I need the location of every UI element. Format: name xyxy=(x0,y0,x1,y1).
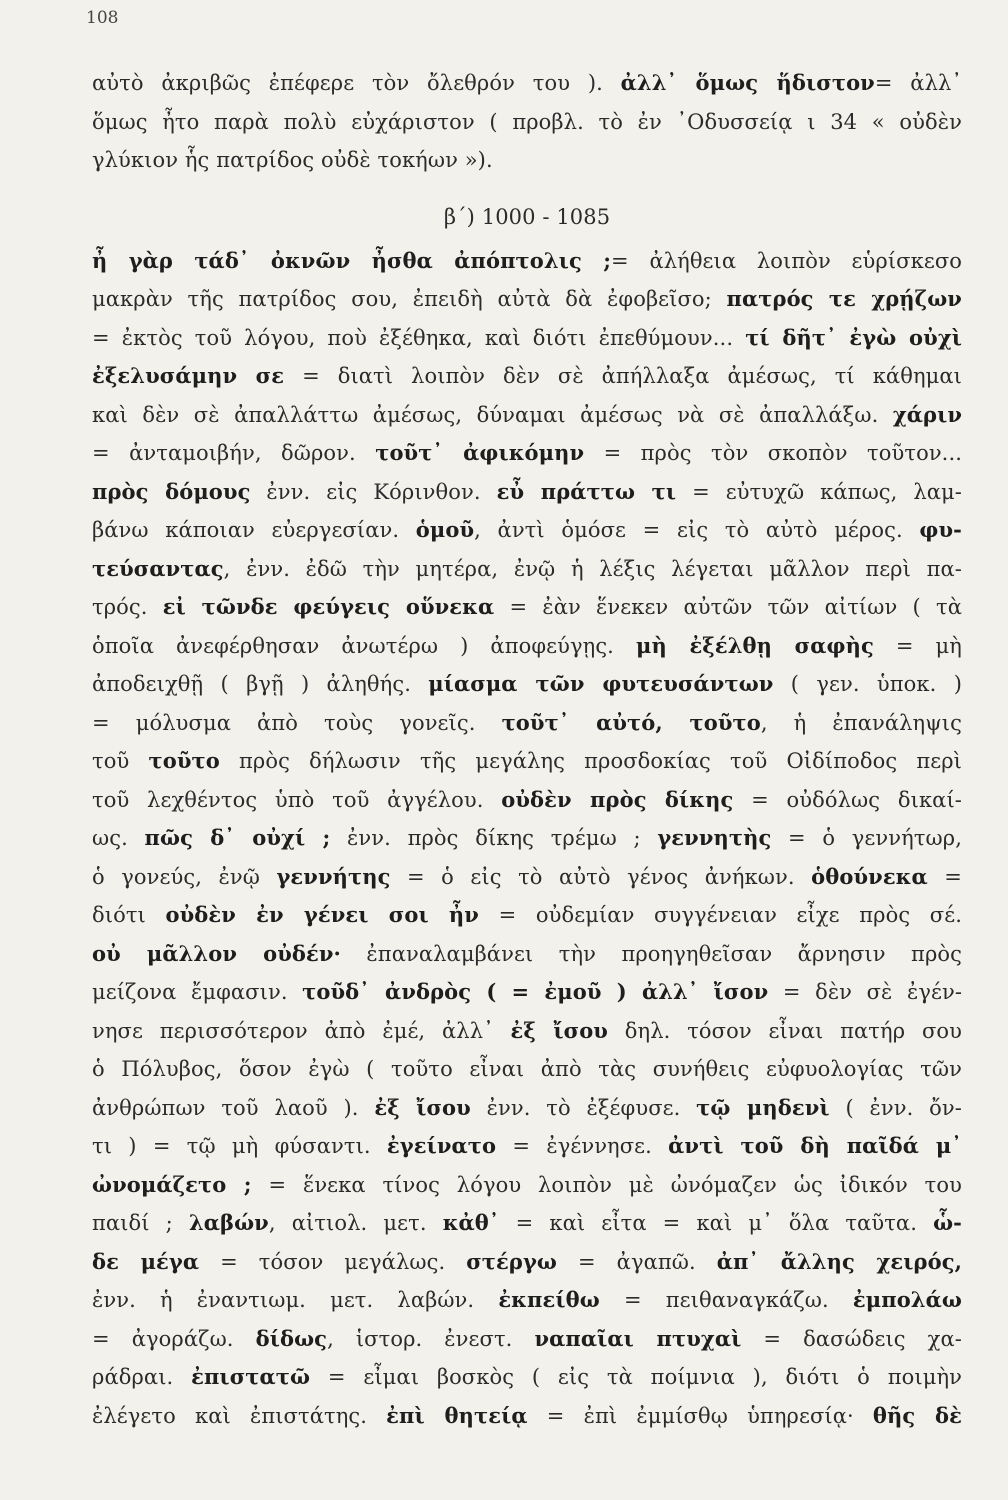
gloss-text: ὁ Πόλυβος, ὅσον ἐγὼ ( τοῦτο εἶναι ἀπὸ τὰς συνήθεις εὐφυολογίας τῶν xyxy=(92,1057,962,1081)
text-line xyxy=(92,781,962,820)
text-line xyxy=(92,511,962,550)
text-line xyxy=(92,1358,962,1397)
lemma: τοῦδ᾽ ἀνδρὸς ( = ἐμοῦ ) ἀλλ᾽ ἴσον xyxy=(302,979,769,1004)
gloss-text: ἐνν. πρὸς δίκης τρέμω ; xyxy=(330,826,658,850)
lemma: ἐπὶ θητείᾳ xyxy=(386,1402,528,1428)
lemma: δε μέγα xyxy=(92,1248,200,1274)
gloss-text: νησε περισσότερον ἀπὸ ἐμέ, ἀλλ᾽ xyxy=(92,1018,511,1043)
gloss-text: , αἰτιολ. μετ. xyxy=(268,1211,443,1235)
gloss-text: = ἐκτὸς τοῦ λόγου, ποὺ ἐξέθηκα, καὶ διότι ἐπεθύμουν... xyxy=(92,325,746,350)
gloss-text: μείζονα ἔμφασιν. xyxy=(92,980,303,1004)
lemma: εἰ τῶνδε φεύγεις οὕνεκα xyxy=(162,594,495,619)
gloss-text: = ἀλήθεια λοιπὸν εὑρίσκεσο xyxy=(611,248,962,273)
text-line xyxy=(92,396,962,435)
gloss-text: = ἀλλ᾽ xyxy=(874,71,962,95)
gloss-text: = ἕνεκα τίνος λόγου λοιπὸν μὲ ὠνόμαζεν ὡς ἰδικόν του xyxy=(251,1172,962,1197)
text-line xyxy=(92,357,962,396)
gloss-text: ἐλέγετο καὶ ἐπιστάτης. xyxy=(92,1403,387,1428)
lemma: τοῦτ᾽ ἀφικόμην xyxy=(375,440,585,465)
section-heading: β΄) 1000 - 1085 xyxy=(443,204,611,229)
gloss-text: = μὴ xyxy=(873,633,962,658)
gloss-text: = διατὶ λοιπὸν δὲν σὲ ἀπήλλαξα ἀμέσως, τί κάθημαι xyxy=(284,364,962,388)
text-line xyxy=(92,319,962,358)
gloss-text: = ἐπὶ ἐμμίσθῳ ὑπηρεσίᾳ· xyxy=(527,1403,873,1428)
lemma: ὁθούνεκα xyxy=(811,863,928,889)
gloss-text: παιδί ; xyxy=(92,1211,189,1235)
gloss-text: ἀποδειχθῇ ( βγῇ ) ἀληθής. xyxy=(92,672,429,696)
text-line xyxy=(92,550,962,589)
gloss-text: βάνω κάποιαν εὐεργεσίαν. xyxy=(92,518,416,542)
page-number: 108 xyxy=(86,8,119,28)
gloss-text: = πειθαναγκάζω. xyxy=(599,1288,853,1312)
lemma: πατρός τε χρῄζων xyxy=(726,286,962,311)
lemma: τοῦτο xyxy=(148,748,220,773)
gloss-text: = δὲν σὲ ἐγέν- xyxy=(768,980,963,1004)
lemma: δίδως xyxy=(255,1325,328,1351)
gloss-text: ως. xyxy=(92,826,145,850)
gloss-text: ἀνθρώπων τοῦ λαοῦ ). xyxy=(92,1095,375,1120)
gloss-text: = xyxy=(927,864,962,889)
text-line xyxy=(92,896,962,935)
lemma: ἐκπείθω xyxy=(498,1287,600,1312)
gloss-text: , ἐνν. ἐδῶ τὴν μητέρα, ἐνῷ ἡ λέξις λέγεται μᾶλλον περὶ πα- xyxy=(223,556,962,581)
lemma: πῶς δ᾽ οὐχί ; xyxy=(144,825,331,850)
lemma: ὠνομάζετο ; xyxy=(92,1171,252,1197)
text-line xyxy=(92,1397,962,1436)
lemma: τί δῆτ᾽ ἐγὼ οὐχὶ xyxy=(745,324,962,350)
text-line xyxy=(92,473,962,512)
text-line xyxy=(92,141,962,180)
lemma: ὁμοῦ xyxy=(415,517,475,542)
gloss-text: διότι xyxy=(92,903,166,927)
gloss-text: = εὐτυχῶ κάπως, λαμ- xyxy=(676,479,963,504)
gloss-text: ( ἐνν. ὄν- xyxy=(829,1095,962,1120)
lemma: ἐξ ἴσου xyxy=(510,1017,608,1043)
lemma: ἐγείνατο xyxy=(386,1133,497,1158)
lemma: χάριν xyxy=(892,401,962,427)
intro-paragraph xyxy=(92,64,962,180)
text-line xyxy=(92,973,962,1012)
gloss-text: ὅμως ἦτο παρὰ πολὺ εὐχάριστον ( προβλ. τὸ ἐν ᾽Οδυσσείᾳ ι 34 « οὐδὲν xyxy=(92,109,962,134)
lemma: κἀθ᾽ xyxy=(442,1210,500,1235)
text-line xyxy=(92,665,962,704)
lemma: λαβών xyxy=(188,1210,269,1235)
text-line xyxy=(92,242,962,281)
gloss-text: = εἶμαι βοσκὸς ( εἰς τὰ ποίμνια ), διότι ὁ ποιμὴν xyxy=(310,1365,962,1389)
gloss-text: ὁποῖα ἀνεφέρθησαν ἀνωτέρω ) ἀποφεύγῃς. xyxy=(92,633,636,658)
commentary-paragraph xyxy=(92,242,962,1436)
gloss-text: = ὁ εἰς τὸ αὐτὸ γένος ἀνήκων. xyxy=(390,864,812,889)
lemma: ναπαῖαι πτυχαὶ xyxy=(534,1325,742,1351)
lemma: ἐξ ἴσου xyxy=(374,1094,471,1120)
lemma: ἀλλ᾽ ὅμως ἥδιστον xyxy=(620,70,875,95)
text-line xyxy=(92,1281,962,1320)
text-line xyxy=(92,103,962,142)
commentary-text xyxy=(92,64,962,1435)
text-line xyxy=(92,1050,962,1089)
lemma: γεννήτης xyxy=(276,863,391,889)
text-line xyxy=(92,1320,962,1359)
gloss-text: = ὁ γεννήτωρ, xyxy=(771,826,962,850)
text-line xyxy=(92,858,962,897)
gloss-text: = καὶ εἶτα = καὶ μ᾽ ὅλα ταῦτα. xyxy=(499,1211,934,1235)
gloss-text: δηλ. τόσον εἶναι πατήρ σου xyxy=(607,1018,962,1043)
gloss-text: ἐνν. ἡ ἐναντιωμ. μετ. λαβών. xyxy=(92,1288,499,1312)
gloss-text: τι ) = τῷ μὴ φύσαντι. xyxy=(92,1134,387,1158)
lemma: πρὸς δόμους xyxy=(92,478,251,504)
gloss-text: ράδραι. xyxy=(92,1365,192,1389)
lemma: οὐδὲν πρὸς δίκης xyxy=(501,786,734,812)
lemma: θῆς δὲ xyxy=(872,1402,963,1428)
text-line xyxy=(92,704,962,743)
text-line xyxy=(92,819,962,858)
text-line xyxy=(92,1012,962,1051)
gloss-text: καὶ δὲν σὲ ἀπαλλάττω ἀμέσως, δύναμαι ἀμέσως νὰ σὲ ἀπαλλάξω. xyxy=(92,402,893,427)
lemma: ἐπιστατῶ xyxy=(191,1364,311,1389)
lemma: ἦ γὰρ τάδ᾽ ὀκνῶν ἦσθα ἀπόπτολις ; xyxy=(92,247,612,273)
gloss-text: = δασώδεις χα- xyxy=(741,1326,962,1351)
gloss-text: πρὸς δήλωσιν τῆς μεγάλης προσδοκίας τοῦ Οἰδίποδος περὶ xyxy=(219,749,962,773)
gloss-text: τρός. xyxy=(92,595,163,619)
gloss-text: τοῦ xyxy=(92,749,149,773)
text-line xyxy=(92,1166,962,1205)
text-line xyxy=(92,588,962,627)
gloss-text: = ἀγοράζω. xyxy=(92,1326,256,1351)
gloss-text: ὁ γονεύς, ἐνῷ xyxy=(92,864,277,889)
gloss-text: , ἱστορ. ἐνεστ. xyxy=(327,1326,535,1351)
lemma: μίασμα τῶν φυτευσάντων xyxy=(428,671,774,696)
lemma: φυ- xyxy=(919,517,962,542)
text-line xyxy=(92,1089,962,1128)
lemma: οὐδὲν ἐν γένει σοι ἦν xyxy=(165,902,479,927)
gloss-text: ἐνν. τὸ ἐξέφυσε. xyxy=(470,1095,697,1120)
text-line xyxy=(92,434,962,473)
gloss-text: , ἀντὶ ὁμόσε = εἰς τὸ αὐτὸ μέρος. xyxy=(474,518,920,542)
lemma: τοῦτ᾽ αὐτό, τοῦτο xyxy=(501,709,761,735)
gloss-text: γλύκιον ἧς πατρίδος οὐδὲ τοκήων »). xyxy=(92,148,493,172)
gloss-text: = πρὸς τὸν σκοπὸν τοῦτον... xyxy=(584,441,963,465)
gloss-text: μακρὰν τῆς πατρίδος σου, ἐπειδὴ αὐτὰ δὰ ἐφοβεῖσο; xyxy=(92,287,727,311)
lemma: ὧ- xyxy=(933,1210,962,1235)
gloss-text: = ἐὰν ἕνεκεν αὐτῶν τῶν αἰτίων ( τὰ xyxy=(494,595,962,619)
lemma: οὐ μᾶλλον οὐδέν· xyxy=(92,940,341,966)
gloss-text: ἐπαναλαμβάνει τὴν προηγηθεῖσαν ἄρνησιν πρὸς xyxy=(340,941,962,966)
gloss-text: = οὐδεμίαν συγγένειαν εἶχε πρὸς σέ. xyxy=(478,903,962,927)
gloss-text: ( γεν. ὑποκ. ) xyxy=(773,672,962,696)
lemma: ἀντὶ τοῦ δὴ παῖδά μ᾽ xyxy=(668,1133,962,1158)
gloss-text: = ἀνταμοιβήν, δῶρον. xyxy=(92,441,376,465)
lemma: γεννητὴς xyxy=(657,825,772,850)
gloss-text: ἐνν. εἰς Κόρινθον. xyxy=(250,479,497,504)
gloss-text: τοῦ λεχθέντος ὑπὸ τοῦ ἀγγέλου. xyxy=(92,787,502,812)
text-line xyxy=(92,742,962,781)
text-line xyxy=(92,935,962,974)
text-line xyxy=(92,1127,962,1166)
text-line xyxy=(92,627,962,666)
lemma: ἐμπολάω xyxy=(852,1287,962,1312)
gloss-text: = μόλυσμα ἀπὸ τοὺς γονεῖς. xyxy=(92,710,502,735)
lemma: τεύσαντας xyxy=(92,555,224,581)
gloss-text: = τόσον μεγάλως. xyxy=(199,1249,467,1274)
lemma: μὴ ἐξέλθῃ σαφὴς xyxy=(635,632,874,658)
gloss-text: = οὐδόλως δικαί- xyxy=(733,787,962,812)
gloss-text: = ἐγέννησε. xyxy=(496,1134,669,1158)
gloss-text: αὐτὸ ἀκριβῶς ἐπέφερε τὸν ὄλεθρόν του ). xyxy=(92,71,621,95)
text-line xyxy=(92,1204,962,1243)
lemma: στέργω xyxy=(466,1248,558,1274)
lemma: τῷ μηδενὶ xyxy=(696,1094,830,1120)
lemma: ἐξελυσάμην σε xyxy=(92,363,285,388)
text-line xyxy=(92,1243,962,1282)
text-line xyxy=(92,64,962,103)
lemma: εὖ πράττω τι xyxy=(496,478,677,504)
lemma: ἀπ᾽ ἄλλης χειρός, xyxy=(716,1248,962,1274)
text-line xyxy=(92,280,962,319)
gloss-text: , ἡ ἐπανάληψις xyxy=(760,710,962,735)
gloss-text: = ἀγαπῶ. xyxy=(557,1249,717,1274)
